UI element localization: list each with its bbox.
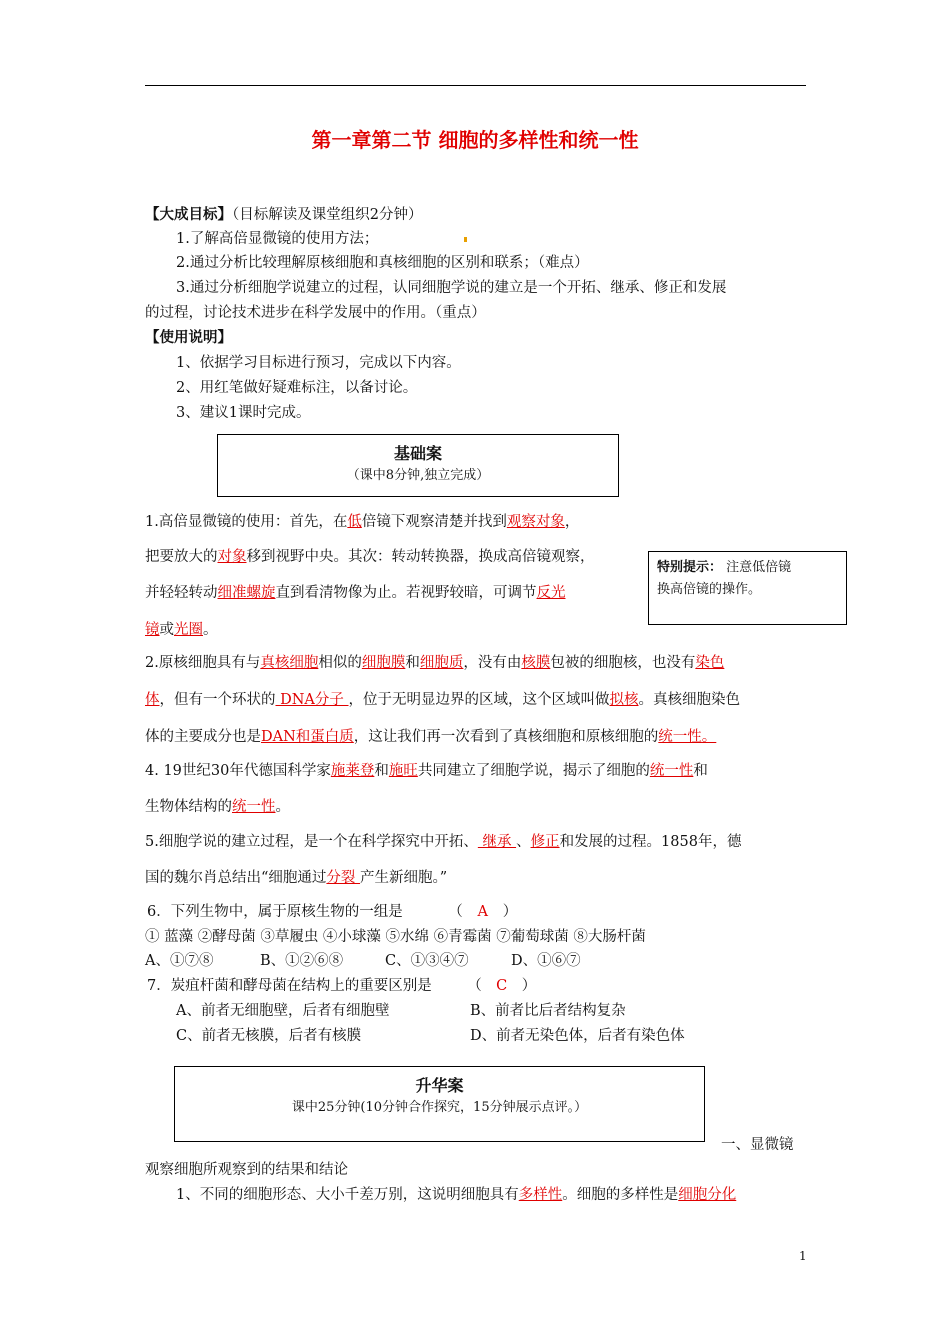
marker-dot (464, 237, 467, 242)
question-7-option: A、前者无细胞壁，后者有细胞壁 (176, 1003, 390, 1019)
page-number: 1 (799, 1249, 807, 1263)
basic-section-box (217, 434, 619, 497)
usage-item: 2、用红笔做好疑难标注，以备讨论。 (176, 380, 418, 396)
usage-item: 1、依据学习目标进行预习，完成以下内容。 (176, 355, 461, 371)
question-6-option: A、①⑦⑧ (145, 953, 214, 969)
usage-heading: 【使用说明】 (145, 329, 232, 346)
box-subtitle: （课中8分钟,独立完成） (346, 468, 490, 483)
section-heading: 一、显微镜 (721, 1137, 794, 1153)
goal-item: 3.通过分析细胞学说建立的过程，认同细胞学说的建立是一个开拓、继承、修正和发展 (176, 280, 727, 296)
question-2-line-3: 体的主要成分也是DAN和蛋白质，这让我们再一次看到了真核细胞和原核细胞的统一性。 (145, 729, 717, 745)
page-title: 第一章第二节 细胞的多样性和统一性 (311, 128, 639, 152)
question-6-option: B、①②⑥⑧ (260, 953, 344, 969)
goals-note: （目标解读及课堂组织2分钟） (232, 207, 423, 223)
advanced-section-box (174, 1066, 705, 1142)
question-4-line-2: 生物体结构的统一性。 (145, 799, 290, 815)
question-7-option: B、前者比后者结构复杂 (470, 1003, 626, 1019)
question-6-items: ① 蓝藻 ②酵母菌 ③草履虫 ④小球藻 ⑤水绵 ⑥青霉菌 ⑦葡萄球菌 ⑧大肠杆菌 (145, 929, 646, 945)
question-6-stem: 6．下列生物中，属于原核生物的一组是 （ A ） (147, 904, 518, 920)
goals-line (145, 203, 422, 224)
goal-item: 1.了解高倍显微镜的使用方法； (176, 231, 379, 247)
box-title: 升华案 (415, 1076, 464, 1095)
tip-text: 换高倍镜的操作。 (657, 582, 762, 597)
section-heading-cont: 观察细胞所观察到的结果和结论 (145, 1162, 348, 1178)
special-tip-box (648, 551, 847, 625)
question-5-line-2: 国的魏尔肖总结出“细胞通过分裂 产生新细胞。” (145, 870, 448, 886)
box-subtitle: 课中25分钟(10分钟合作探究，15分钟展示点评。） (291, 1100, 588, 1115)
question-6-option: D、①⑥⑦ (511, 953, 581, 969)
question-1-line-2: 把要放大的对象移到视野中央。其次：转动转换器，换成高倍镜观察， (145, 549, 595, 565)
question-2-line-2: 体，但有一个环状的 DNA分子 ，位于无明显边界的区域，这个区域叫做拟核。真核细胞染色 (145, 692, 741, 708)
question-6-option: C、①③④⑦ (385, 953, 469, 969)
answer-6: A (477, 904, 488, 920)
goal-item: 的过程，讨论技术进步在科学发展中的作用。（重点） (145, 305, 486, 321)
header-rule (145, 85, 806, 86)
question-7-option: D、前者无染色体，后者有染色体 (470, 1028, 685, 1044)
question-1-line-4: 镜或光圈。 (145, 622, 218, 638)
question-2-line-1: 2.原核细胞具有与真核细胞相似的细胞膜和细胞质，没有由核膜包被的细胞核，也没有染色 (145, 655, 725, 671)
question-1-line-3: 并轻轻转动细准螺旋直到看清物像为止。若视野较暗，可调节反光 (145, 585, 566, 601)
question-5-line-1: 5.细胞学说的建立过程，是一个在科学探究中开拓、 继承 、修正和发展的过程。1858年，德 (145, 834, 742, 850)
answer-7: C (496, 978, 508, 994)
question-1-line-1: 1.高倍显微镜的使用：首先，在低倍镜下观察清楚并找到观察对象， (145, 514, 580, 530)
question-4-line-1: 4. 19世纪30年代德国科学家施莱登和施旺共同建立了细胞学说，揭示了细胞的统一性和 (145, 763, 708, 779)
question-7-option: C、前者无核膜，后者有核膜 (176, 1028, 362, 1044)
tip-label: 特别提示： (657, 560, 723, 575)
goal-item: 2.通过分析比较理解原核细胞和真核细胞的区别和联系；（难点） (176, 255, 589, 271)
section-1-item-1: 1、不同的细胞形态、大小千差万别，这说明细胞具有多样性。细胞的多样性是细胞分化 (176, 1187, 737, 1203)
goals-heading: 【大成目标】 (145, 206, 232, 223)
box-title: 基础案 (393, 444, 442, 463)
usage-item: 3、建议1课时完成。 (176, 405, 311, 421)
question-7-stem: 7．炭疽杆菌和酵母菌在结构上的重要区别是 （ C ） (147, 978, 537, 994)
tip-text: 注意低倍镜 (726, 560, 792, 575)
